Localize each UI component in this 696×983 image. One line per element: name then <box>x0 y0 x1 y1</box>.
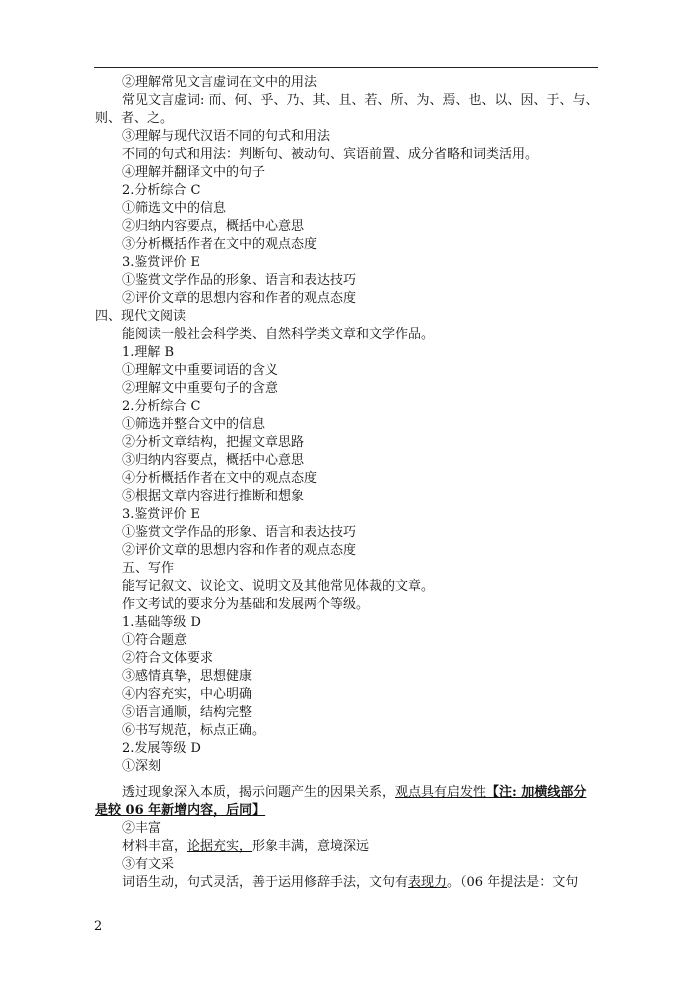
text-line: ①符合题意 <box>122 633 188 648</box>
text-line: ②评价文章的思想内容和作者的观点态度 <box>122 543 357 558</box>
text-line: ⑥书写规范，标点正确。 <box>122 723 266 738</box>
note-bracket: 是较 06 年新增内容，后同】 <box>95 803 266 818</box>
text-line: 则、者、之。 <box>95 111 174 126</box>
text-line: ①鉴赏文学作品的形象、语言和表达技巧 <box>122 273 357 288</box>
text-line: ①深刻 <box>122 759 162 774</box>
text-line: 常见文言虚词: 而、何、乎、乃、其、且、若、所、为、焉、也、以、因、于、与、 <box>122 93 599 108</box>
text-line: ②理解文中重要句子的含意 <box>122 381 279 396</box>
text-line: 3.鉴赏评价 E <box>122 507 201 522</box>
text-line: 作文考试的要求分为基础和发展两个等级。 <box>122 597 370 612</box>
text-run: 。（06 年提法是：文句 <box>447 875 579 890</box>
text-line: ①理解文中重要词语的含义 <box>122 363 279 378</box>
text-run: 透过现象深入本质，揭示问题产生的因果关系， <box>122 785 396 800</box>
text-line: ④内容充实，中心明确 <box>122 687 253 702</box>
header-rule <box>94 67 598 68</box>
text-line: 能写记叙文、议论文、说明文及其他常见体裁的文章。 <box>122 579 435 594</box>
text-run: 材料丰富， <box>122 839 188 854</box>
section-heading: 四、现代文阅读 <box>95 309 187 324</box>
text-line: ③归纳内容要点，概括中心意思 <box>122 453 305 468</box>
text-run: 词语生动，句式灵活，善于运用修辞手法，文句有 <box>122 875 409 890</box>
underlined-text: 观点具有启发性 <box>395 785 487 800</box>
underlined-text: 论据充实， <box>187 839 253 854</box>
text-line: ③感情真挚，思想健康 <box>122 669 253 684</box>
text-line: ③有文采 <box>122 857 175 872</box>
text-line <box>122 784 586 802</box>
text-line: ②评价文章的思想内容和作者的观点态度 <box>122 291 357 306</box>
text-line: ②分析文章结构，把握文章思路 <box>122 435 305 450</box>
text-line: ⑤语言通顺，结构完整 <box>122 705 253 720</box>
text-line: 2.分析综合 C <box>122 399 201 414</box>
text-line: 3.鉴赏评价 E <box>122 255 201 270</box>
text-line: ①鉴赏文学作品的形象、语言和表达技巧 <box>122 525 357 540</box>
text-line: 能阅读一般社会科学类、自然科学类文章和文学作品。 <box>122 327 435 342</box>
page-number: 2 <box>94 919 103 934</box>
text-line: 1.基础等级 D <box>122 615 201 630</box>
text-line <box>122 838 369 856</box>
text-line: ④分析概括作者在文中的观点态度 <box>122 471 318 486</box>
text-line: 1.理解 B <box>122 345 175 360</box>
text-line: ②理解常见文言虚词在文中的用法 <box>122 75 318 90</box>
text-line: ⑤根据文章内容进行推断和想象 <box>122 489 305 504</box>
text-line: ②丰富 <box>122 821 162 836</box>
text-line: 2.分析综合 C <box>122 183 201 198</box>
text-run: 形象丰满，意境深远 <box>252 839 370 854</box>
text-line: ①筛选文中的信息 <box>122 201 227 216</box>
section-heading: 五、写作 <box>122 561 175 576</box>
text-line: ③分析概括作者在文中的观点态度 <box>122 237 318 252</box>
text-line: ③理解与现代汉语不同的句式和用法 <box>122 129 331 144</box>
text-line: 不同的句式和用法：判断句、被动句、宾语前置、成分省略和词类活用。 <box>122 147 539 162</box>
text-line: ④理解并翻译文中的句子 <box>122 165 266 180</box>
note-bracket: 【注: 加横线部分 <box>486 785 587 800</box>
text-line: ②符合文体要求 <box>122 651 214 666</box>
text-line: ①筛选并整合文中的信息 <box>122 417 266 432</box>
text-line <box>122 874 578 892</box>
text-line <box>95 802 265 820</box>
text-line: 2.发展等级 D <box>122 741 201 756</box>
underlined-text: 表现力 <box>408 875 448 890</box>
text-line: ②归纳内容要点，概括中心意思 <box>122 219 305 234</box>
